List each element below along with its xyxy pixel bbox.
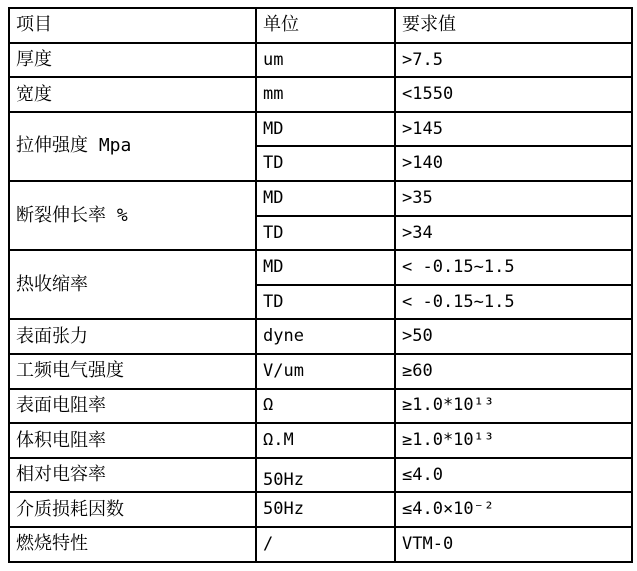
unit-cell: TD [256,285,395,320]
header-item: 项目 [9,8,256,43]
unit-cell: TD [256,216,395,251]
table-header-row [9,8,632,43]
item-cell: 宽度 [9,77,256,112]
unit-cell: 50Hz [256,492,395,527]
table-row-width [9,77,632,112]
header-unit: 单位 [256,8,395,43]
table-row-elongation-md [9,181,632,216]
unit-cell: / [256,527,395,562]
unit-cell: Ω.M [256,423,395,458]
table-row-surface-tension [9,319,632,354]
header-value: 要求值 [395,8,632,43]
item-cell: 表面电阻率 [9,389,256,424]
item-cell: 相对电容率 [9,458,256,493]
value-cell: ≤4.0 [395,458,632,493]
spec-table [8,7,633,563]
value-cell: <1550 [395,77,632,112]
value-cell: >145 [395,112,632,147]
item-cell: 体积电阻率 [9,423,256,458]
value-cell: ≥1.0*10¹³ [395,389,632,424]
value-cell: >50 [395,319,632,354]
value-cell: ≥60 [395,354,632,389]
table-row-electric-strength [9,354,632,389]
item-cell: 燃烧特性 [9,527,256,562]
value-cell: ≥1.0*10¹³ [395,423,632,458]
item-cell: 介质损耗因数 [9,492,256,527]
unit-cell: MD [256,112,395,147]
item-cell: 热收缩率 [9,250,256,319]
item-cell: 厚度 [9,43,256,78]
value-cell: >35 [395,181,632,216]
unit-cell: um [256,43,395,78]
item-cell: 表面张力 [9,319,256,354]
table-row-shrinkage-md [9,250,632,285]
unit-cell: 50Hz [256,458,395,493]
table-row-surface-resistivity [9,389,632,424]
value-cell: ≤4.0×10⁻² [395,492,632,527]
item-cell: 断裂伸长率 % [9,181,256,250]
unit-cell: MD [256,250,395,285]
item-cell: 拉伸强度 Mpa [9,112,256,181]
value-cell: >7.5 [395,43,632,78]
table-row-volume-resistivity [9,423,632,458]
unit-cell: MD [256,181,395,216]
unit-cell: V/um [256,354,395,389]
unit-cell: TD [256,146,395,181]
unit-cell: mm [256,77,395,112]
value-cell: < -0.15~1.5 [395,285,632,320]
table-row-permittivity [9,458,632,493]
value-cell: < -0.15~1.5 [395,250,632,285]
value-cell: >34 [395,216,632,251]
table-row-flammability [9,527,632,562]
table-row-tensile-md [9,112,632,147]
table-row-dissipation-factor [9,492,632,527]
value-cell: >140 [395,146,632,181]
unit-cell: dyne [256,319,395,354]
unit-cell: Ω [256,389,395,424]
value-cell: VTM-0 [395,527,632,562]
table-row-thickness [9,43,632,78]
item-cell: 工频电气强度 [9,354,256,389]
